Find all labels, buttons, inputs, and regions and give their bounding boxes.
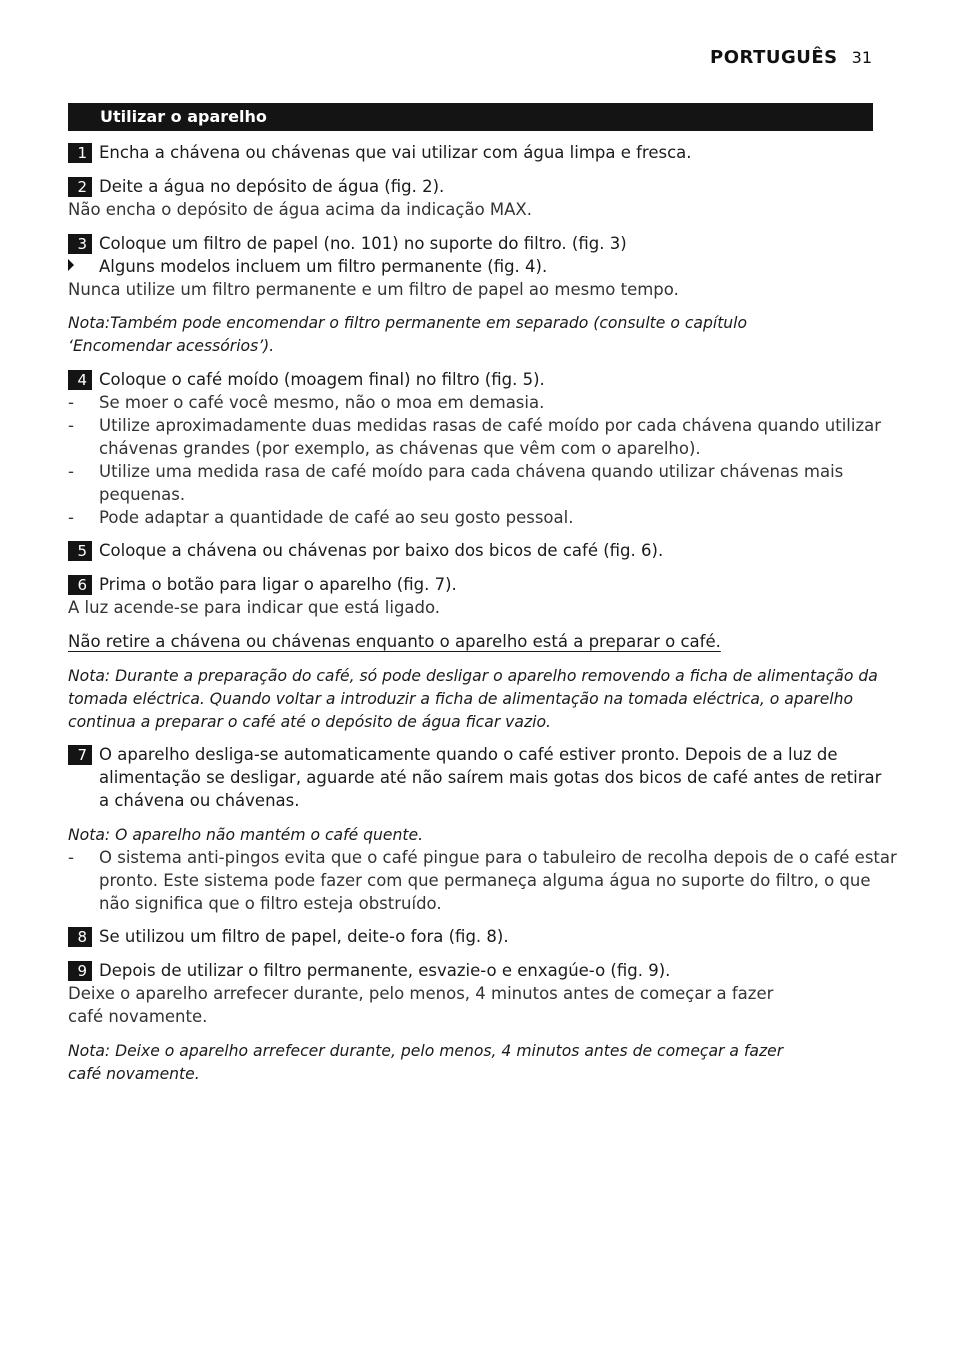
- note: Nota: Deixe o aparelho arrefecer durante, pelo menos, 4 minutos antes de começar a fazer: [68, 1042, 784, 1060]
- section-title: Utilizar o aparelho: [68, 103, 873, 131]
- language-label: PORTUGUÊS: [710, 47, 838, 68]
- list-item: Pode adaptar a quantidade de café ao seu gosto pessoal.: [99, 508, 574, 527]
- step-text-cont: alimentação se desligar, aguarde até não saírem mais gotas dos bicos de café antes de retirar: [99, 768, 882, 787]
- step-detail: Deixe o aparelho arrefecer durante, pelo menos, 4 minutos antes de começar a fazer: [68, 984, 774, 1003]
- step-detail: A luz acende-se para indicar que está ligado.: [68, 598, 441, 617]
- step-number: 2: [68, 177, 92, 197]
- list-item-cont: pequenas.: [99, 485, 186, 504]
- step-text: O aparelho desliga-se automaticamente quando o café estiver pronto. Depois de a luz de: [99, 745, 838, 764]
- warning-text: Não retire a chávena ou chávenas enquanto o aparelho está a preparar o café.: [68, 632, 721, 651]
- step-bullet: Alguns modelos incluem um filtro permanente (fig. 4).: [99, 257, 548, 276]
- step-text: Deite a água no depósito de água (fig. 2).: [99, 177, 445, 196]
- step-text: Encha a chávena ou chávenas que vai utilizar com água limpa e fresca.: [99, 143, 692, 162]
- step-text: Se utilizou um filtro de papel, deite-o fora (fig. 8).: [99, 927, 509, 946]
- step-text: Coloque a chávena ou chávenas por baixo dos bicos de café (fig. 6).: [99, 541, 664, 560]
- note: Nota:Também pode encomendar o filtro permanente em separado (consulte o capítulo: [68, 314, 748, 332]
- step-number: 3: [68, 234, 92, 254]
- note: tomada eléctrica. Quando voltar a introduzir a ficha de alimentação na tomada eléctrica, o aparelho: [68, 690, 854, 708]
- list-item: Utilize uma medida rasa de café moído para cada chávena quando utilizar chávenas mais: [99, 462, 844, 481]
- step-number: 1: [68, 143, 92, 163]
- list-item-cont: chávenas grandes (por exemplo, as chávenas que vêm com o aparelho).: [99, 439, 701, 458]
- page-number: 31: [851, 48, 872, 67]
- dash-marker: -: [68, 416, 74, 435]
- list-item: Utilize aproximadamente duas medidas rasas de café moído por cada chávena quando utilizar: [99, 416, 882, 435]
- step-detail: Não encha o depósito de água acima da indicação MAX.: [68, 200, 532, 219]
- dash-marker: -: [68, 393, 74, 412]
- step-text-cont: a chávena ou chávenas.: [99, 791, 300, 810]
- bullet-triangle-icon: [68, 259, 74, 271]
- step-number: 6: [68, 575, 92, 595]
- step-number: 7: [68, 745, 92, 765]
- step-text: Coloque um filtro de papel (no. 101) no suporte do filtro. (fig. 3): [99, 234, 627, 253]
- step-detail: café novamente.: [68, 1007, 208, 1026]
- step-text: Prima o botão para ligar o aparelho (fig. 7).: [99, 575, 457, 594]
- step-number: 9: [68, 961, 92, 981]
- step-number: 8: [68, 927, 92, 947]
- list-item: O sistema anti-pingos evita que o café pingue para o tabuleiro de recolha depois de o café estar: [99, 848, 897, 867]
- step-number: 4: [68, 370, 92, 390]
- note: Nota: O aparelho não mantém o café quente.: [68, 826, 424, 844]
- list-item-cont: não significa que o filtro esteja obstruído.: [99, 894, 442, 913]
- dash-marker: -: [68, 848, 74, 867]
- list-item-cont: pronto. Este sistema pode fazer com que permaneça alguma água no suporte do filtro, o que: [99, 871, 871, 890]
- step-text: Coloque o café moído (moagem final) no filtro (fig. 5).: [99, 370, 545, 389]
- dash-marker: -: [68, 462, 74, 481]
- dash-marker: -: [68, 508, 74, 527]
- list-item: Se moer o café você mesmo, não o moa em demasia.: [99, 393, 545, 412]
- page-header: [710, 47, 872, 68]
- step-number: 5: [68, 541, 92, 561]
- note: ‘Encomendar acessórios’).: [68, 337, 275, 355]
- step-text: Depois de utilizar o filtro permanente, esvazie-o e enxagúe-o (fig. 9).: [99, 961, 671, 980]
- note: continua a preparar o café até o depósito de água ficar vazio.: [68, 713, 551, 731]
- note: café novamente.: [68, 1065, 200, 1083]
- note: Nota: Durante a preparação do café, só pode desligar o aparelho removendo a ficha de alimentação da: [68, 667, 878, 685]
- step-detail: Nunca utilize um filtro permanente e um filtro de papel ao mesmo tempo.: [68, 280, 679, 299]
